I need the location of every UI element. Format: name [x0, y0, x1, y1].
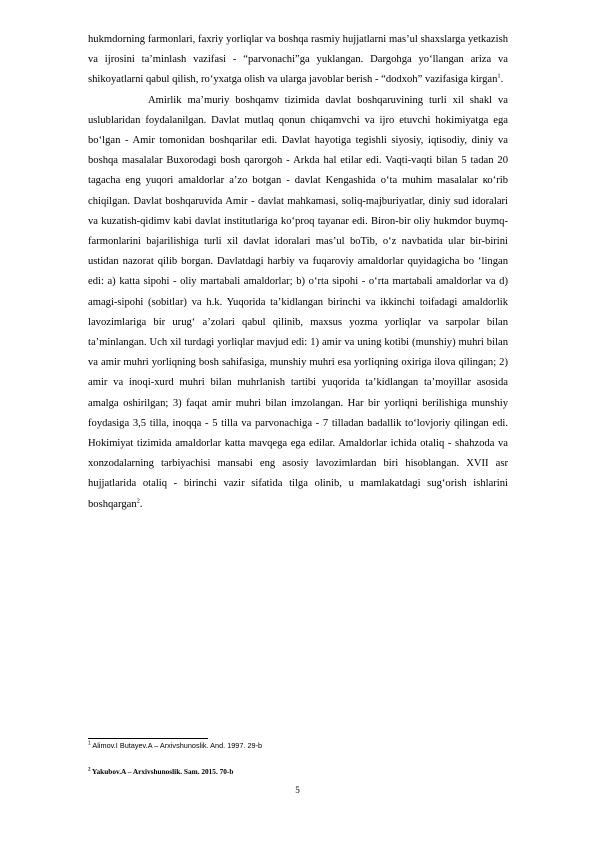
paragraph-1-text: hukmdorning farmonlari, faxriy yorliqlar va boshqa rasmiy hujjatlarni mas’ul shaxslarga yetkazish va ijrosini ta’minlash vazifasi - “parvonachi”ga yuklangan. Dargohga yo‘llangan ariza va shikoyatlarni qabul qilish, ro‘yxatga olish va ularga javoblar berish - “dodxoh” vazifasiga kirgan: [88, 34, 508, 86]
footnote-2-text: Yakubov.A – Arxivshunoslik. Sam. 2015. 70-b: [90, 767, 234, 776]
paragraph-2-end: .: [139, 498, 143, 510]
footnote-2-number: 2: [88, 767, 91, 773]
paragraph-2: [88, 91, 508, 515]
paragraph-2-text: Amirlik ma’muriy boshqamv tizimida davlat boshqaruvining turli xil shakl va uslublaridan foydalanilgan. Davlat mutlaq qonun chiqamvchi va ijro etuvchi hokimiyatga ega bo‘lgan - Amir tomonidan boshqarilar edi. Davlat hayotiga tegishli siyosiy, iqtisodiy, diniy va boshqa masalalar Buxorodagi bosh qarorgoh - Arkda hal etilar edi. Vaqti-vaqti bilan 5 tadan 20 tagacha eng yuqori amaldorlar a’zo botgan - davlat Kengashida o‘ta muhim masalalar ко‘rib chiqilgan. Davlat boshqaruvida Amir - davlat mahkamasi, soliq-majburiyatlar, diniy sud idoralari va kuzatish-qidimv kabi davlat institutlariga ko‘proq tayanar edi. Biron-bir oliy hukmdor buymq-farmonlarini bajarilishiga turli xil davlat idoralari mas’ul boTib, o‘z navbatida ular bir-birini ustidan nazorat qilib borgan. Davlatdagi harbiy va fuqaroviy amaldorlar quyidagicha bo ‘lingan edi: a) katta sipohi - oliy martabali amaldorlar; b) o‘rta sipohi - o‘rta martabali amaldorlar va d) amagi-sipohi (sobitlar) va h.k. Yuqorida ta’kidlangan birinchi va ikkinchi toifadagi amaldorlik lavozimlariga bir urug‘ a’zolari qabul qilinib, maxsus yozma yorliqlar va sarpolar bilan ta’minlangan. Uch xil turdagi yorliqlar mavjud edi: 1) amir va uning kotibi (munshiy) muhri bilan va amir muhri yorliqning bosh sahifasiga, munshiy muhri esa yorliqning oxiriga ilova qilingan; 2) amir va inoqi-xurd muhri bilan muhrlanish tartibi yuqorida ta’kidlangan ta’moyillar asosida amalga oshirilgan; 3) faqat amir muhri bilan imzolangan. Har bir yorliqni berilishiga munshiy foydasiga 3,5 tilla, inoqqa - 5 tilla va parvonachiga - 7 tilladan badallik to‘lovjoriy qilingan edi. Hokimiyat tizimida amaldorlar katta mavqega ega edilar. Amaldorlar ichida otaliq - shahzoda va xonzodalarning tarbiyachisi mansabi eng asosiy lavozimlardan biri hisoblangan. XVII asr hujjatlarida otaliq - birinchi vazir sifatida tilga olinib, u mamlakatdagi sug‘orish ishlarini boshqargan: [88, 94, 508, 510]
footnote-separator: [88, 738, 208, 739]
footnote-1-number: 1: [88, 740, 91, 747]
footnote-1: [88, 741, 508, 751]
paragraph-1-end: .: [500, 74, 504, 86]
paragraph-1: [88, 30, 508, 91]
footnote-ref-2: 2: [136, 497, 140, 505]
footnote-ref-1: 1: [497, 72, 501, 80]
page-number: 5: [295, 785, 300, 795]
footnote-1-text: Alimov.I Butayev.A – Arxivshunoslik. And. 1997. 29-b: [90, 741, 263, 750]
body-text: [88, 30, 508, 515]
footnote-2: [88, 767, 508, 777]
